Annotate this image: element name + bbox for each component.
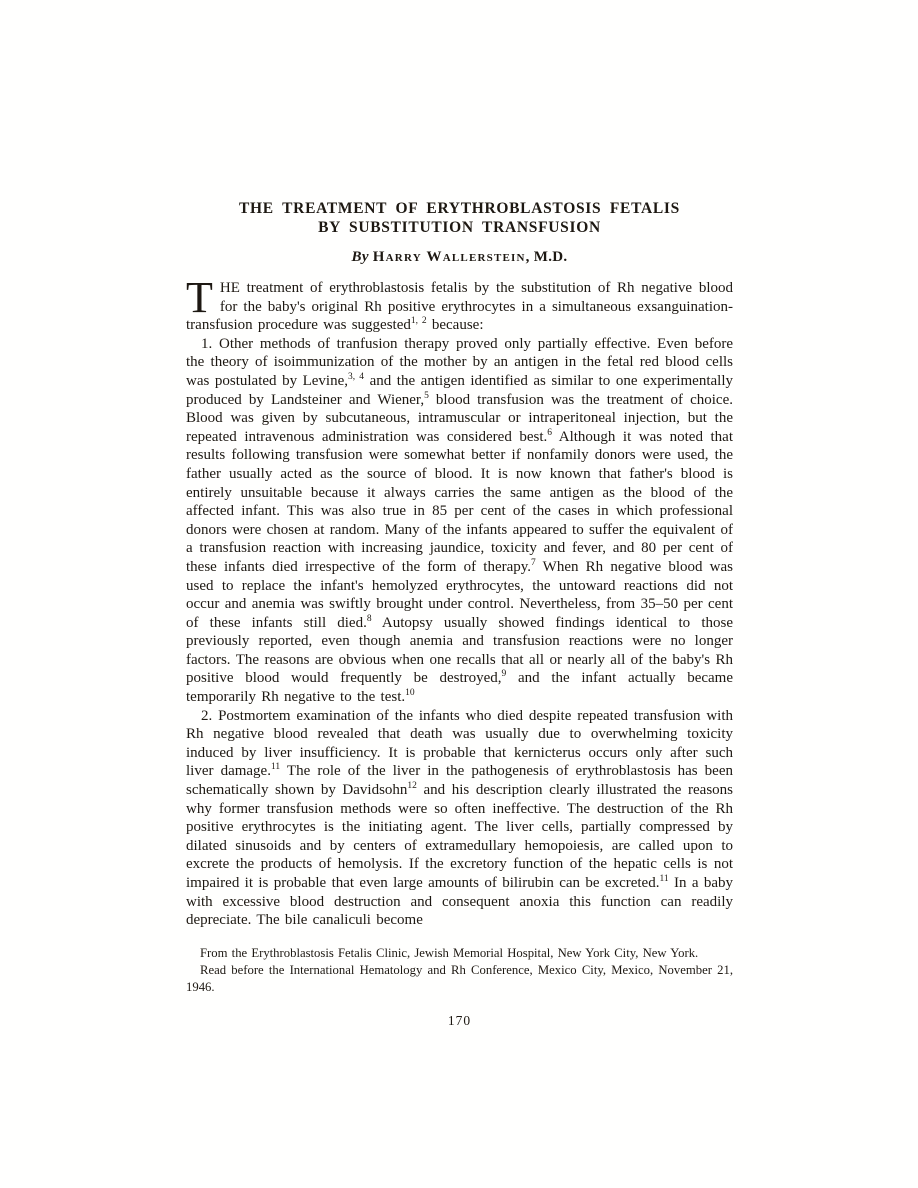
footnote-block xyxy=(186,945,733,996)
text-column xyxy=(186,0,733,1029)
citation-superscript: 10 xyxy=(405,688,415,699)
citation-superscript: 12 xyxy=(407,781,417,792)
byline-by: By xyxy=(351,249,369,265)
article-body xyxy=(186,273,733,930)
paragraph-intro-text: HE treatment of erythroblastosis fetalis by the substitution of Rh negative blood for the baby's original Rh positive erythrocytes in a simultaneous exsanguination-transfusion procedure was suggested$^{1, 2}$ because: xyxy=(186,280,733,334)
paper-title-line-2: BY SUBSTITUTION TRANSFUSION xyxy=(318,219,601,236)
paper-title-line-1: THE TREATMENT OF ERYTHROBLASTOSIS FETALIS xyxy=(239,200,680,217)
citation-superscript: 8 xyxy=(366,613,372,624)
footnote-presentation: Read before the International Hematology and Rh Conference, Mexico City, Mexico, November 21, 1946. xyxy=(186,962,733,994)
citation-superscript: 6 xyxy=(547,427,553,438)
page-number: 170 xyxy=(447,1012,472,1028)
author-name: Harry Wallerstein xyxy=(372,249,526,265)
citation-superscript: 1, 2 xyxy=(410,316,427,327)
citation-superscript: 11 xyxy=(270,762,281,773)
paragraph-item-2: 2. Postmortem examination of the infants who died despite repeated transfusion with Rh negative blood revealed that death was usually due to overwhelming toxicity induced by liver insufficiency. It is probable that kernicterus occurs only after such liver damage.$^{11}$ The role of the liver in the pathogenesis of erythroblastosis has been schematically shown by Davidsohn$^{12}$ and his description clearly illustrated the reasons why former transfusion methods were so often ineffective. The destruction of the Rh positive erythrocytes is the initiating agent. The liver cells, partially compressed by dilated sinusoids and by centers of extramedullary hemopoiesis, are called upon to excrete the products of hemolysis. If the excretory function of the hepatic cells is not impaired it is probable that even large amounts of bilirubin can be excreted.$^{11}$ In a baby with excessive blood destruction and consequent anoxia this function can readily depreciate. The bile canaliculi become xyxy=(186,707,733,929)
author-degree: , M.D. xyxy=(525,249,568,265)
citation-superscript: 7 xyxy=(531,557,536,568)
paragraph-item-1: 1. Other methods of tranfusion therapy proved only partially effective. Even before the theory of isoimmunization of the mother by an antigen in the fetal red blood cells was postulated by Levine,$^{3, 4}$ and the antigen identified as similar to one experimentally produced by Landsteiner and Wiener,$^5$ blood transfusion was the treatment of choice. Blood was given by subcutaneous, intramuscular or intraperitoneal injection, but the repeated intravenous administration was considered best.$^6$ Although it was noted that results following transfusion were somewhat better if nonfamily donors were used, the father usually acted as the source of blood. It is now known that father's blood is entirely unsuitable because it always carries the same antigen as the blood of the affected infant. This was also true in 85 per cent of the cases in which professional donors were chosen at random. Many of the infants appeared to suffer the equivalent of a transfusion reaction with increasing jaundice, toxicity and fever, and 80 per cent of these infants died irrespective of the form of therapy.$^7$ When Rh negative blood was used to replace the infant's hemolyzed erythrocytes, the untoward reactions did not occur and anemia was swiftly brought under control. Nevertheless, from 35–50 per cent of these infants still died.$^8$ Autopsy usually showed findings identical to those previously reported, even though anemia and transfusion reactions were no longer factors. The reasons are obvious when one recalls that all or nearly all of the baby's Rh positive blood would frequently be destroyed,$^9$ and the infant actually became temporarily Rh negative to the test.$^{10}$ xyxy=(186,335,733,706)
drop-cap: T xyxy=(186,273,213,322)
citation-superscript: 5 xyxy=(424,390,429,401)
paper-title xyxy=(186,199,733,237)
paragraph-intro xyxy=(186,273,733,335)
citation-superscript: 11 xyxy=(659,874,669,884)
byline xyxy=(186,249,733,266)
citation-superscript: 9 xyxy=(501,669,507,680)
citation-superscript: 3, 4 xyxy=(348,371,365,382)
footnote-affiliation: From the Erythroblastosis Fetalis Clinic, Jewish Memorial Hospital, New York City, New York. xyxy=(200,945,699,960)
